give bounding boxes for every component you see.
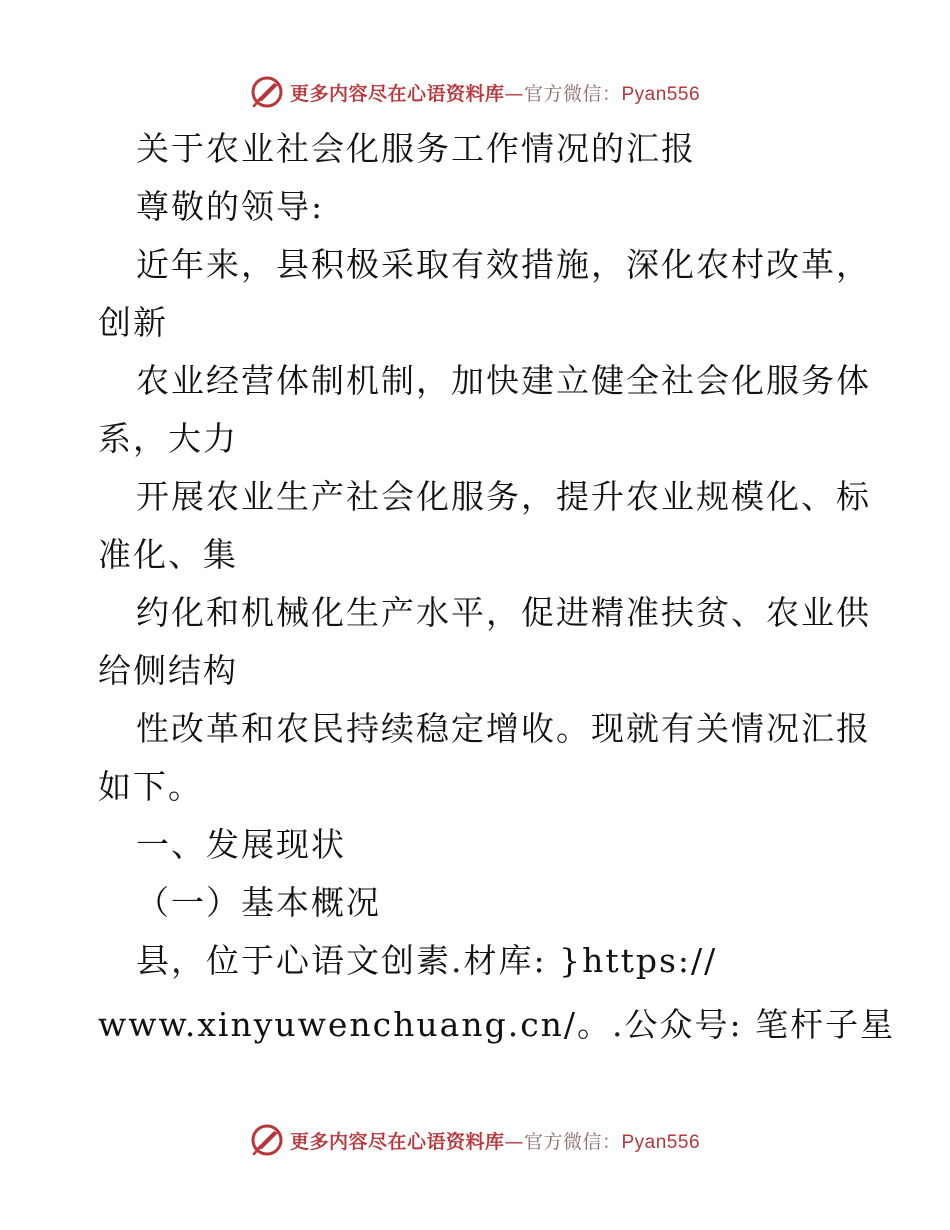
paragraph-line: 县，位于心语文创素.材库: }https:// bbox=[136, 941, 718, 980]
banner-wechat-label: 官方微信： bbox=[523, 82, 622, 105]
footer-banner bbox=[0, 1120, 950, 1160]
document-title: 关于农业社会化服务工作情况的汇报 bbox=[136, 129, 696, 168]
paragraph-line: 性改革和农民持续稳定增收。现就有关情况汇报 bbox=[136, 709, 871, 748]
header-banner bbox=[0, 72, 950, 112]
section-heading: 一、发展现状 bbox=[136, 825, 346, 864]
quill-logo-icon bbox=[250, 1123, 284, 1157]
paragraph-line: 系，大力 bbox=[98, 419, 238, 458]
banner-text bbox=[290, 79, 700, 106]
banner-dash: — bbox=[504, 82, 524, 105]
banner-wechat-id: Pyan556 bbox=[621, 1131, 701, 1153]
quill-logo-icon bbox=[250, 75, 284, 109]
document-body bbox=[98, 120, 896, 1054]
banner-wechat-id: Pyan556 bbox=[621, 83, 701, 105]
banner-dash: — bbox=[504, 1130, 524, 1153]
salutation: 尊敬的领导: bbox=[136, 187, 325, 226]
paragraph-line: 近年来，县积极采取有效措施，深化农村改革， bbox=[136, 245, 871, 284]
paragraph-line: 农业经营体制机制，加快建立健全社会化服务体 bbox=[136, 361, 871, 400]
banner-slogan: 更多内容尽在心语资料库 bbox=[289, 1130, 505, 1153]
paragraph-line: 创新 bbox=[98, 303, 168, 342]
subsection-heading: （一）基本概况 bbox=[136, 883, 381, 922]
paragraph-line: 如下。 bbox=[98, 767, 203, 806]
paragraph-line: 准化、集 bbox=[98, 535, 238, 574]
paragraph-line: www.xinyuwenchuang.cn/。.公众号: 笔杆子星 bbox=[98, 1005, 896, 1044]
banner-wechat-label: 官方微信： bbox=[523, 1130, 622, 1153]
banner-slogan: 更多内容尽在心语资料库 bbox=[289, 82, 505, 105]
paragraph-line: 给侧结构 bbox=[98, 651, 238, 690]
banner-text bbox=[290, 1127, 700, 1154]
paragraph-line: 约化和机械化生产水平，促进精准扶贫、农业供 bbox=[136, 593, 871, 632]
paragraph-line: 开展农业生产社会化服务，提升农业规模化、标 bbox=[136, 477, 871, 516]
